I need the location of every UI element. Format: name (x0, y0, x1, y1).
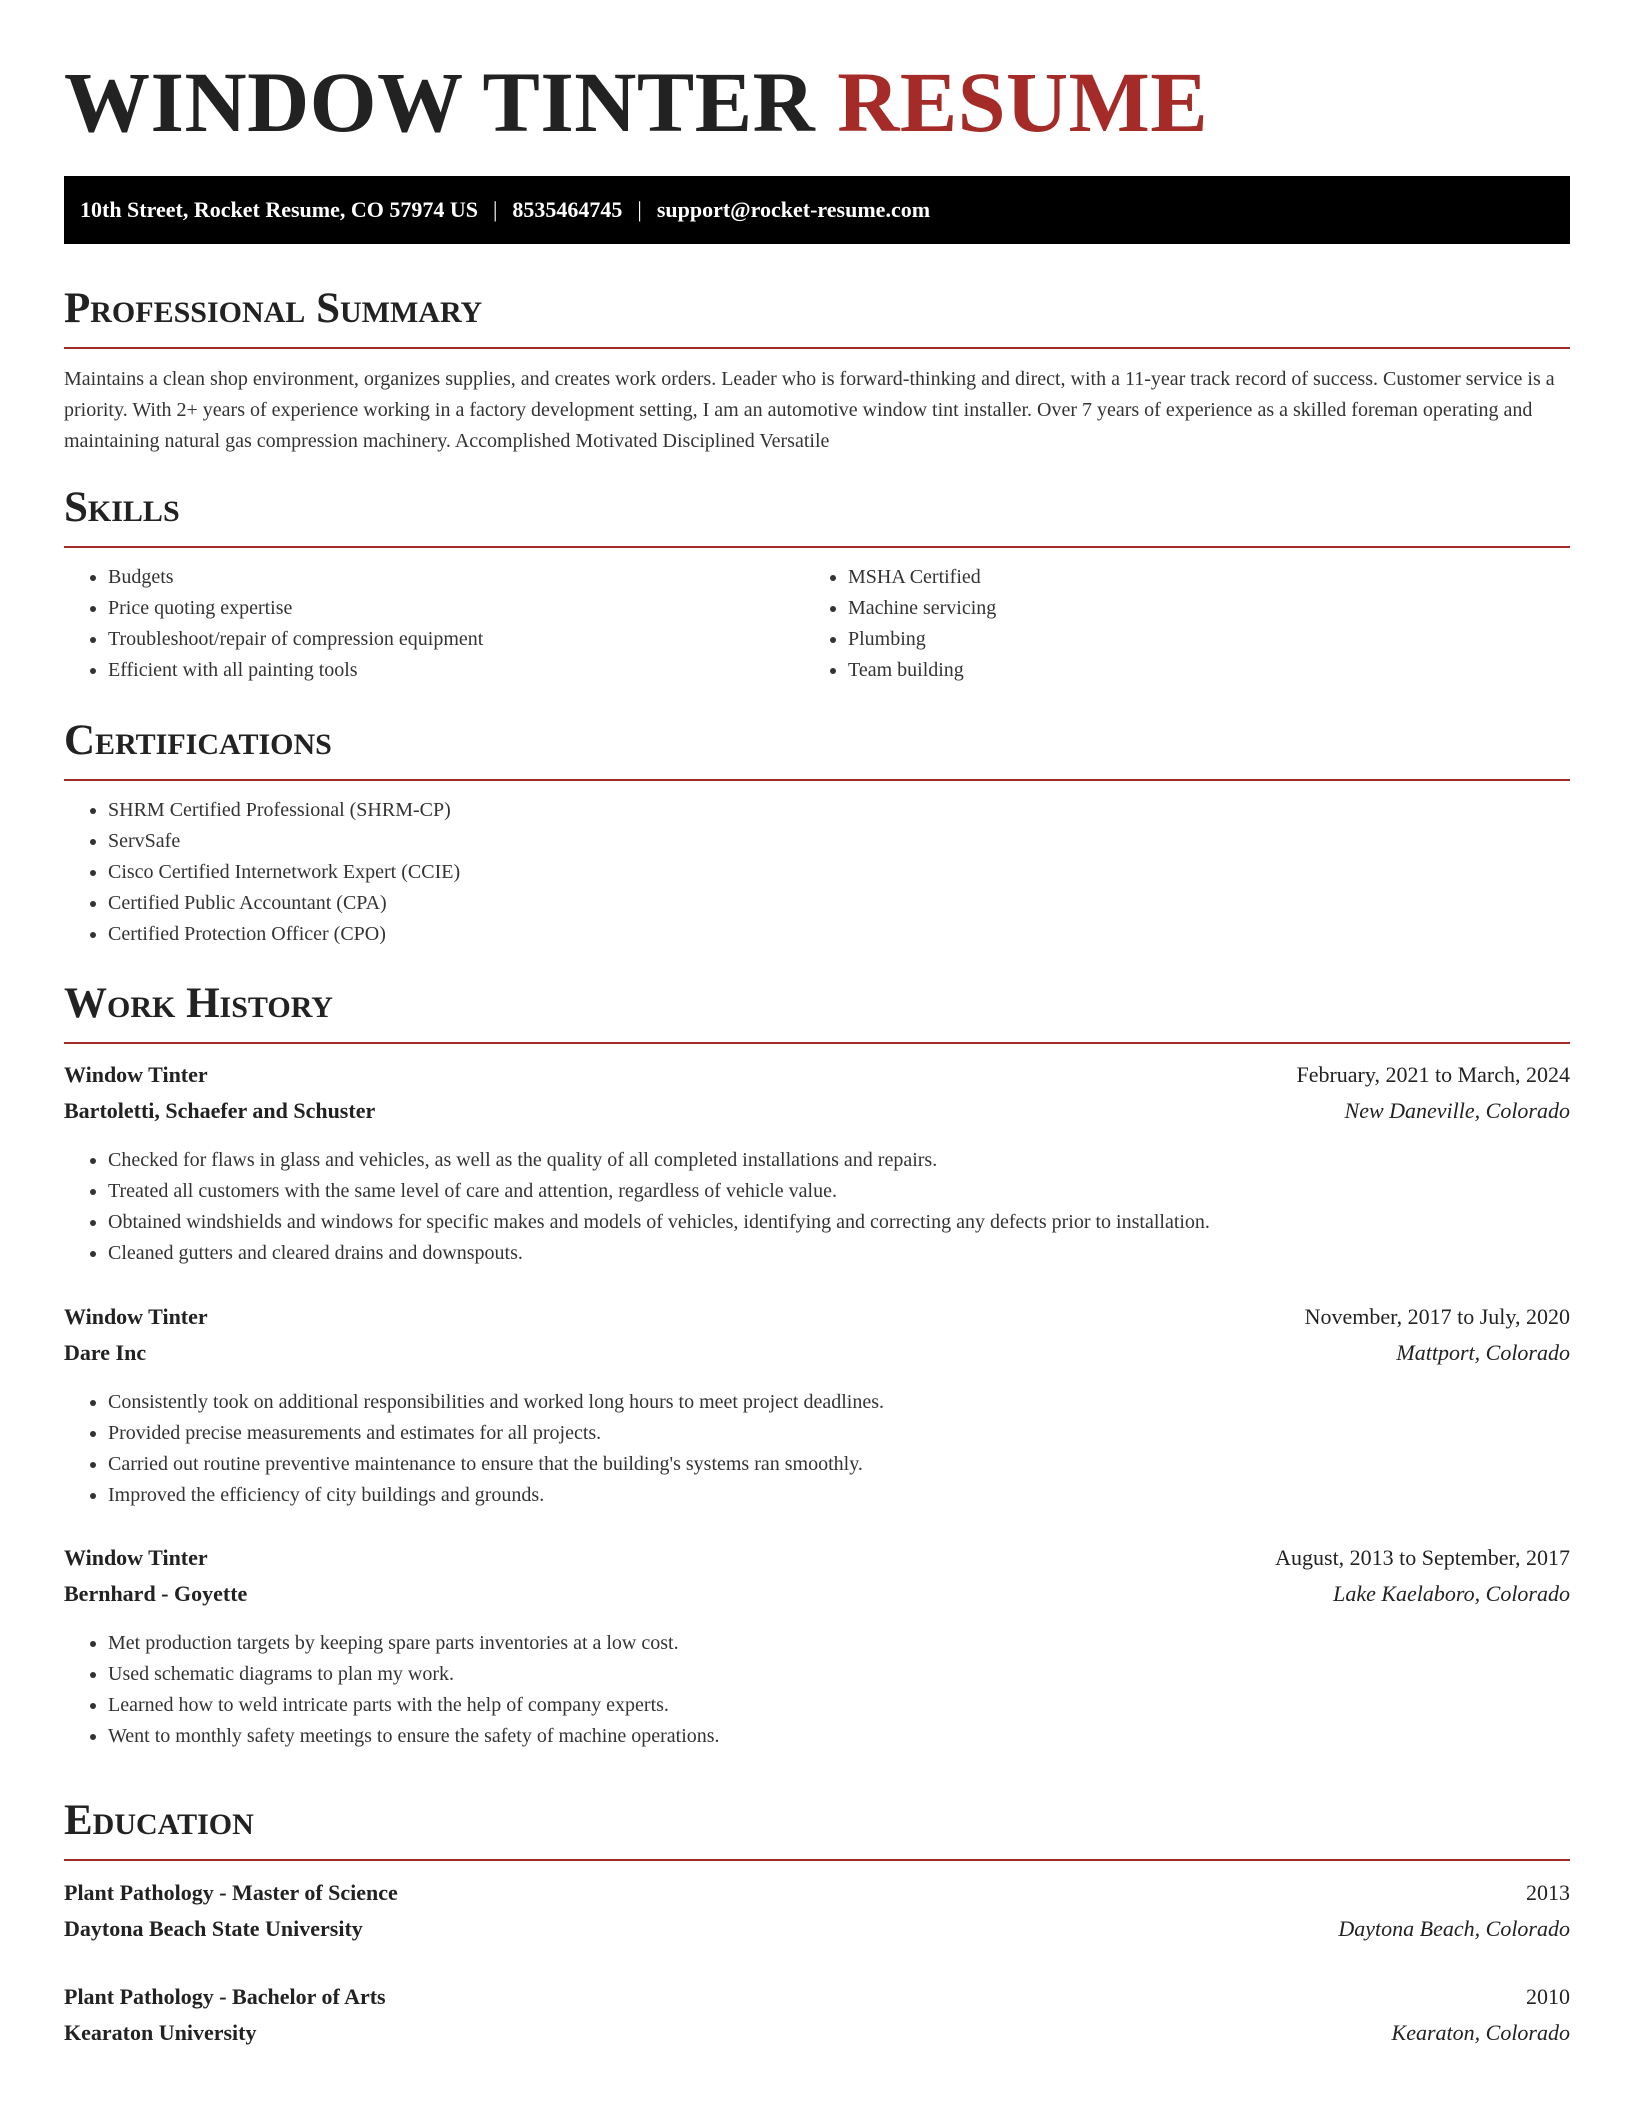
skills-heading: Skills (64, 484, 180, 531)
job-bullet: • Checked for flaws in glass and vehicles, as well as the quality of all completed installations and repairs. (108, 1145, 1568, 1176)
job-bullets (64, 1628, 1568, 1752)
skill-item: • Machine servicing (848, 593, 1548, 624)
certification-item: • Cisco Certified Internetwork Expert (CCIE) (108, 857, 1508, 888)
job-bullet: • Treated all customers with the same level of care and attention, regardless of vehicle value. (108, 1176, 1568, 1207)
job-header-row (64, 1540, 1570, 1576)
job-bullet: • Went to monthly safety meetings to ensure the safety of machine operations. (108, 1721, 1568, 1752)
summary-heading: Professional Summary (64, 285, 483, 332)
contact-email[interactable]: support@rocket-resume.com (656, 197, 931, 222)
certification-item: • ServSafe (108, 826, 1508, 857)
job-bullet: • Used schematic diagrams to plan my work. (108, 1659, 1568, 1690)
education-heading: Education (64, 1797, 254, 1844)
job-company-row (64, 1335, 1570, 1371)
work-heading: Work History (64, 980, 333, 1027)
education-degree-row (64, 1875, 1570, 1911)
job-bullet: • Improved the efficiency of city buildings and grounds. (108, 1480, 1568, 1511)
job-title: Window Tinter (64, 1304, 208, 1329)
education-degree-row (64, 1979, 1570, 2015)
skill-item: • Budgets (108, 562, 808, 593)
contact-bar (64, 176, 1570, 244)
contact-separator: | (493, 197, 498, 222)
summary-divider (64, 347, 1570, 349)
skill-item: • Troubleshoot/repair of compression equipment (108, 624, 808, 655)
job-company: Bartoletti, Schaefer and Schuster (64, 1098, 376, 1123)
job-company: Bernhard - Goyette (64, 1581, 248, 1606)
contact-address: 10th Street, Rocket Resume, CO 57974 US (80, 197, 478, 222)
job-header-row (64, 1299, 1570, 1335)
job-bullets (64, 1145, 1568, 1269)
education-year: 2010 (1526, 1984, 1570, 2009)
summary-text: Maintains a clean shop environment, organizes supplies, and creates work orders. Leader who is forward-thinking and direct, with a 11-year track record of success. Customer service is a priority. With 2+ years of experience working in a factory development setting, I am an automotive window tint installer. Over 7 years of experience as a skilled foreman operating and maintaining natural gas compression machinery. Accomplished Motivated Disciplined Versatile (64, 368, 1555, 452)
resume-title (64, 52, 1208, 152)
job-bullet: • Cleaned gutters and cleared drains and downspouts. (108, 1238, 1568, 1269)
job-bullet: • Carried out routine preventive maintenance to ensure that the building's systems ran smoothly. (108, 1449, 1568, 1480)
education-location: Kearaton, Colorado (1391, 2020, 1570, 2045)
title-main: WINDOW TINTER (64, 54, 816, 150)
certification-item: • SHRM Certified Professional (SHRM-CP) (108, 795, 1508, 826)
title-accent: RESUME (837, 54, 1209, 150)
contact-separator: | (637, 197, 642, 222)
job-company: Dare Inc (64, 1340, 147, 1365)
job-title: Window Tinter (64, 1545, 208, 1570)
job-dates: August, 2013 to September, 2017 (1275, 1545, 1570, 1570)
skills-list-right (804, 562, 1548, 686)
skill-item: • Plumbing (848, 624, 1548, 655)
job-bullet: • Obtained windshields and windows for specific makes and models of vehicles, identifying and correcting any defects prior to installation. (108, 1207, 1568, 1238)
job-location: New Daneville, Colorado (1344, 1098, 1570, 1123)
education-school: Daytona Beach State University (64, 1916, 363, 1941)
education-school-row (64, 1911, 1570, 1947)
certifications-heading: Certifications (64, 717, 332, 764)
job-bullet: • Consistently took on additional responsibilities and worked long hours to meet project deadlines. (108, 1387, 1568, 1418)
education-school: Kearaton University (64, 2020, 257, 2045)
job-bullet: • Provided precise measurements and estimates for all projects. (108, 1418, 1568, 1449)
job-header-row (64, 1057, 1570, 1093)
certification-item: • Certified Public Accountant (CPA) (108, 888, 1508, 919)
job-dates: February, 2021 to March, 2024 (1296, 1062, 1570, 1087)
job-bullets (64, 1387, 1568, 1511)
education-location: Daytona Beach, Colorado (1338, 1916, 1570, 1941)
job-title: Window Tinter (64, 1062, 208, 1087)
job-location: Lake Kaelaboro, Colorado (1333, 1581, 1570, 1606)
certification-item: • Certified Protection Officer (CPO) (108, 919, 1508, 950)
job-company-row (64, 1576, 1570, 1612)
certifications-list (64, 795, 1508, 950)
skill-item: • Team building (848, 655, 1548, 686)
job-bullet: • Learned how to weld intricate parts with the help of company experts. (108, 1690, 1568, 1721)
skills-list-left (64, 562, 808, 686)
certifications-divider (64, 779, 1570, 781)
work-divider (64, 1042, 1570, 1044)
job-dates: November, 2017 to July, 2020 (1304, 1304, 1570, 1329)
skill-item: • Efficient with all painting tools (108, 655, 808, 686)
education-divider (64, 1859, 1570, 1861)
skill-item: • MSHA Certified (848, 562, 1548, 593)
job-location: Mattport, Colorado (1396, 1340, 1570, 1365)
skills-divider (64, 546, 1570, 548)
education-degree: Plant Pathology - Master of Science (64, 1880, 398, 1905)
contact-phone[interactable]: 8535464745 (512, 197, 623, 222)
education-school-row (64, 2015, 1570, 2051)
job-bullet: • Met production targets by keeping spare parts inventories at a low cost. (108, 1628, 1568, 1659)
job-company-row (64, 1093, 1570, 1129)
education-degree: Plant Pathology - Bachelor of Arts (64, 1984, 386, 2009)
education-year: 2013 (1526, 1880, 1570, 1905)
skill-item: • Price quoting expertise (108, 593, 808, 624)
